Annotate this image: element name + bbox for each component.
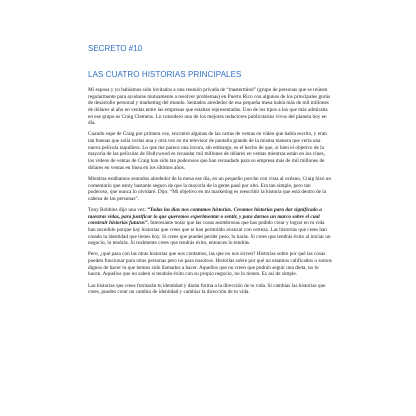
quote-rest: Interesante notar que las cosas asombrosas que has podido crear y lograr en tu vida han sucedido porque hay historias que crees que te han permitido avanzar con certeza. Las historias que crees han creado la identidad que tienes hoy. Si crees que puedes perder peso, lo harás. Si crees que tendrás éxito al iniciar un negocio, lo tendrás. Si realmente crees que tendrás éxito, entonces lo tendrás. xyxy=(88,220,331,247)
section-label: SECRETO #10 xyxy=(88,44,143,53)
paragraph-quote xyxy=(88,207,332,247)
robbins-quote: “Todas las días nos contamos historias. Creamos historias para dar significado a nuestras vidas, para justificar lo que queremos experimentar o sentir, y para darnos un marco sobre el cual construir historias futuras”. xyxy=(88,207,322,227)
quote-intro: Tony Robbins dijo una vez: xyxy=(88,207,148,213)
paragraph-6: Las historias que crees formarán tu identidad y darán forma a la dirección de tu vida. Si cambias las historias que crees, puedes crear un cambio de identidad y cambiar la dirección de tu vida. xyxy=(88,282,326,296)
paragraph-3: Mientras estábamos sentados alrededor de la mesa ese día, en un pequeño porche con vista al océano, Craig hizo un comentario que estoy bastante seguro de que la mayoría de la gente pasó por alto. Era tan simple, pero tan poderoso, que nunca lo olvidaré. Dijo: “Mi objetivo en mi marketing es reescribir la historia que está dentro de la cabeza de las personas”. xyxy=(88,175,332,202)
paragraph-1: Mi esposa y yo habíamos sido invitados a una reunión privada de “mastermind” (grupo de personas que se reúnen regularmente para ayudarse mutuamente a resolver problemas) en Puerto Rico con algunos de los principales gurús de desarrollo personal y marketing del mundo. Sentados alrededor de esa pequeña mesa había más de mil millones de dólares al año en ventas entre las empresas que estaban representadas. Uno de los tipos a los que más admiraba en ese grupo es Craig Clemens. Lo considero uno de los mejores redactores publicitarios vivos del planeta hoy en día. xyxy=(88,87,331,127)
chapter-heading: LAS CUATRO HISTORIAS PRINCIPALES xyxy=(88,70,242,79)
paragraph-5: Pero, ¿qué pasa con las otras historias que nos contamos, las que no nos sirven? Historias sobre por qué las cosas pueden funcionar para otras personas pero no para nosotros. Historias sobre por qué no estamos calificados o somos dignos de hacer lo que hemos sido llamados a hacer. Aquellos que no creen que podrán seguir una dieta, no lo hacen. Aquellos que no saben si tendrán éxito con su propio negocio, no lo tienen. Es así de simple. xyxy=(88,251,332,278)
paragraph-2: Cuando supe de Craig por primera vez, encontré algunas de las cartas de ventas en vídeo que había escrito, y eran tan buenas que solía verlas una y otra vez en mi televisor de pantalla grande de la misma manera que vería una nueva película taquillera. Lo que me parece una locura, sin embargo, es el hecho de que, si bien el objetivo de la mayoría de las películas de Hollywood es recaudar mil millones de dólares en ventas mientras están en los cines, los vídeos de ventas de Craig han sido tan poderosos que han recaudado para su empresa más de mil millones de dólares en ventas en línea en los últimos años. xyxy=(88,131,327,171)
